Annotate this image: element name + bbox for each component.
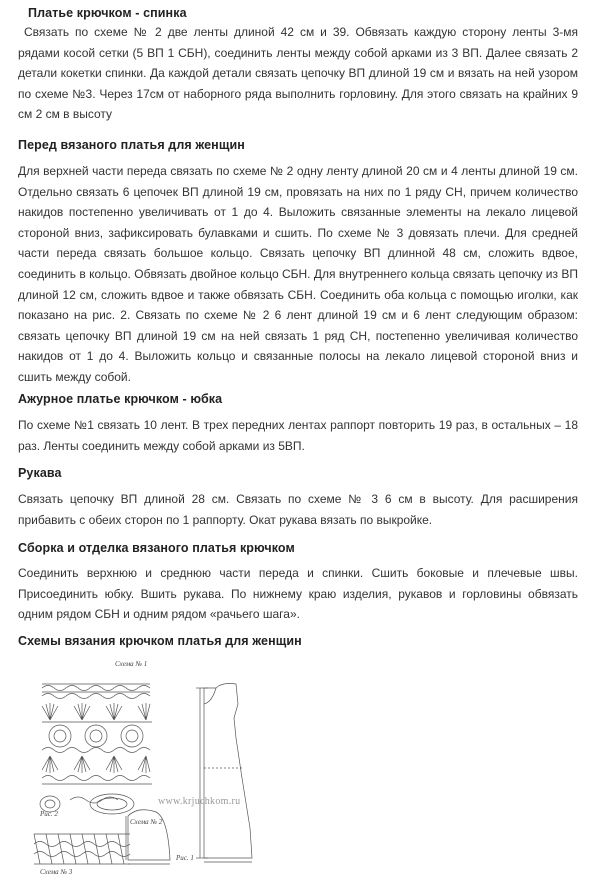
heading-assembly: Сборка и отделка вязаного платья крючком — [18, 541, 295, 555]
scheme-3-label: Схема № 3 — [40, 868, 73, 876]
paragraph-sleeves: Связать цепочку ВП длиной 28 см. Связать по схеме № 3 6 см в высоту. Для расширения прибавить с обеих сторон по 1 раппорту. Окат рукава вязать по выкройке. — [18, 492, 578, 527]
scheme-2-label: Схема № 2 — [130, 818, 163, 826]
figure-1-label: Рис. 1 — [176, 854, 194, 862]
heading-back: Платье крючком - спинка — [28, 6, 187, 20]
heading-skirt: Ажурное платье крючком - юбка — [18, 392, 223, 406]
paragraph-front: Для верхней части переда связать по схеме № 2 одну ленту длиной 20 см и 4 ленты длиной 19 см. Отдельно связать 6 цепочек ВП длиной 19 см, провязать на них по 1 ряду СН, причем количество накидов постепенно увеличивать от 1 до 4. Выложить связанные элементы на лекало лицевой стороной вниз, зафиксировать булавками и сшить. По схеме № 3 довязать плечи. Для средней части переда связать большое кольцо. Связать цепочку ВП длинной 48 см, сложить вдвое, соединить в кольцо. Обвязать двойное кольцо СБН. Для внутреннего кольца связать цепочку из ВП длиной 12 см, сложить вдвое и также обвязать СБН. Соединить оба кольца с помощью иголки, как показано на рис. 2. Связать по схеме № 2 6 лент длиной 19 см и 6 лент следующим образом: связать цепочку ВП длиной 19 см на ней связать 1 ряд СН, постепенно увеличивая количество накидов от 1 до 4. Выложить кольцо и связанные полосы на лекало лицевой стороной вниз и сшить между собой. — [18, 164, 578, 384]
heading-sleeves: Рукава — [18, 466, 62, 480]
heading-front: Перед вязаного платья для женщин — [18, 138, 245, 152]
paragraph-back: Связать по схеме № 2 две ленты длиной 42 см и 39. Обвязать каждую сторону ленты 3-мя рядами косой сетки (5 ВП 1 СБН), соединить ленты между собой арками из 3 ВП. Далее связать 2 детали кокетки спинки. Да каждой детали связать цепочку ВП длиной 19 см и вязать на ней узором по схеме №3. Через 17см от наборного ряда выполнить горловину. Для этого связать на крайних 9 см 2 см в высоту — [18, 25, 578, 122]
paragraph-skirt: По схеме №1 связать 10 лент. В трех передних лентах раппорт повторить 19 раз, в остальных – 18 раз. Ленты соединить между собой арками из 5ВП. — [18, 418, 578, 453]
paragraph-assembly: Соединить верхнюю и среднюю части переда и спинки. Сшить боковые и плечевые швы. Присоединить юбку. Вшить рукава. По нижнему краю изделия, рукавов и горловины обвязать одним рядом СБН и одним рядом «рачьего шага». — [18, 566, 578, 622]
figure-2-label: Рис. 2 — [40, 810, 58, 818]
watermark-text: www.krjuchkom.ru — [158, 796, 241, 807]
crochet-schemes-figure — [20, 658, 575, 895]
scheme-1-label: Схема № 1 — [115, 660, 148, 668]
heading-schemes: Схемы вязания крючком платья для женщин — [18, 634, 302, 648]
crochet-diagram-drawing — [20, 658, 575, 895]
